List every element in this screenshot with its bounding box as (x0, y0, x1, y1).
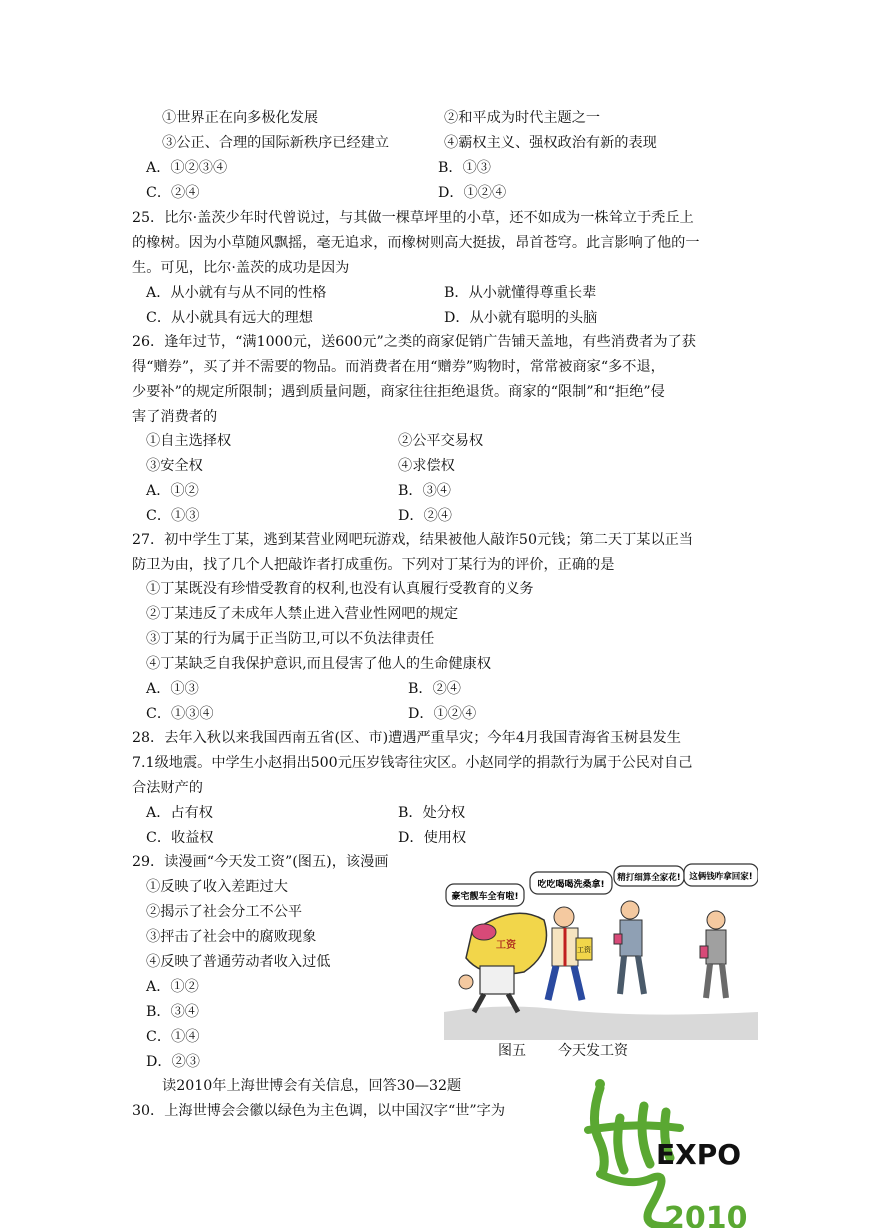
q28-choice-d: D．使用权 (398, 830, 467, 846)
q29-choice-c: C．①④ (146, 1029, 200, 1045)
q24-choice-b: B．①③ (438, 160, 491, 176)
q24-option-4: ④霸权主义、强权政治有新的表现 (444, 135, 657, 151)
bubble-3-text: 精打细算全家花! (617, 873, 681, 883)
q25-choice-a: A．从小就有与从不同的性格 (146, 285, 327, 301)
q26-option-1: ①自主选择权 (146, 433, 232, 449)
q24-choice-d: D．①②④ (438, 185, 507, 201)
q27-choice-b: B．②④ (408, 681, 461, 697)
q29-stem-line-1: 29．读漫画“今天发工资”(图五)，该漫画 (132, 854, 389, 870)
bubble-4-text: 这俩钱咋拿回家! (689, 872, 753, 882)
q26-choice-a: A．①② (146, 483, 199, 499)
q25-stem-line-1: 25．比尔·盖茨少年时代曾说过，与其做一棵草坪里的小草，还不如成为一株耸立于秃丘上 (132, 210, 694, 226)
sack-2-label: 工资 (577, 946, 591, 954)
q26-choice-c: C．①③ (146, 508, 200, 524)
q29-option-3: ③抨击了社会中的腐败现象 (146, 929, 317, 945)
q25-choice-b: B．从小就懂得尊重长辈 (444, 285, 597, 301)
q27-option-3: ③丁某的行为属于正当防卫,可以不负法律责任 (146, 631, 435, 647)
q27-option-2: ②丁某违反了未成年人禁止进入营业性网吧的规定 (146, 606, 459, 622)
bubble-2-text: 吃吃喝喝洗桑拿! (537, 880, 605, 890)
q24-choice-a: A．①②③④ (146, 160, 228, 176)
q26-choice-d: D．②④ (398, 508, 452, 524)
q26-choice-b: B．③④ (398, 483, 451, 499)
q29-option-1: ①反映了收入差距过大 (146, 879, 288, 895)
q28-choice-c: C．收益权 (146, 830, 214, 846)
cartoon-figure-official (548, 907, 592, 1000)
bubble-1-text: 豪宅靓车全有啦! (451, 892, 519, 902)
q26-stem-line-4: 害了消费者的 (132, 409, 218, 425)
q28-stem-line-2: 7.1级地震。中学生小赵捐出500元压岁钱寄往灾区。小赵同学的捐款行为属于公民对自己 (132, 755, 693, 771)
bubble-2 (530, 872, 612, 894)
q25-choice-d: D．从小就有聪明的头脑 (444, 310, 598, 326)
q28-choice-a: A．占有权 (146, 805, 213, 821)
q27-stem-line-2: 防卫为由，找了几个人把敲诈者打成重伤。下列对丁某行为的评价，正确的是 (132, 557, 615, 573)
q26-stem-line-2: 得“赠券”，买了并不需要的物品。而消费者在用“赠券”购物时，常常被商家“多不退， (132, 359, 665, 375)
bubble-3 (614, 866, 684, 886)
figure5-cartoon (444, 862, 758, 1040)
q27-choice-c: C．①③④ (146, 706, 214, 722)
q27-choice-d: D．①②④ (408, 706, 477, 722)
cartoon-ground (444, 1006, 758, 1040)
q27-option-1: ①丁某既没有珍惜受教育的权利,也没有认真履行受教育的义务 (146, 581, 534, 597)
expo-section-intro: 读2010年上海世博会有关信息，回答30—32题 (162, 1078, 462, 1094)
bubble-4 (684, 864, 758, 886)
q28-stem-line-1: 28．去年入秋以来我国西南五省(区、市)遭遇严重旱灾；今年4月我国青海省玉树县发生 (132, 730, 681, 746)
q27-stem-line-1: 27．初中学生丁某，逃到某营业网吧玩游戏，结果被他人敲诈50元钱；第二天丁某以正当 (132, 532, 694, 548)
q24-option-2: ②和平成为时代主题之一 (444, 110, 601, 126)
expo-logo-text: EXPO (656, 1138, 742, 1171)
q24-option-3: ③公正、合理的国际新秩序已经建立 (162, 135, 390, 151)
cartoon-figure-worker (614, 901, 644, 994)
figure5-caption-number: 图五 (498, 1043, 526, 1059)
expo-logo-year: 2010 (664, 1201, 748, 1228)
q29-option-4: ④反映了普通劳动者收入过低 (146, 954, 331, 970)
q24-option-1: ①世界正在向多极化发展 (162, 110, 319, 126)
q29-choice-a: A．①② (146, 979, 199, 995)
q25-choice-c: C．从小就具有远大的理想 (146, 310, 313, 326)
q28-stem-line-3: 合法财产的 (132, 780, 203, 796)
q26-stem-line-3: 少要补”的规定所限制；遇到质量问题，商家往往拒绝退货。商家的“限制”和“拒绝”侵 (132, 384, 665, 400)
q26-stem-line-1: 26．逢年过节，“满1000元，送600元”之类的商家促销广告铺天盖地，有些消费者为了获 (132, 334, 696, 350)
q26-option-4: ④求偿权 (398, 458, 455, 474)
q27-option-4: ④丁某缺乏自我保护意识,而且侵害了他人的生命健康权 (146, 656, 492, 672)
q26-option-3: ③安全权 (146, 458, 203, 474)
expo-2010-logo (580, 1078, 760, 1228)
q29-choice-d: D．②③ (146, 1054, 200, 1070)
q24-choice-c: C．②④ (146, 185, 200, 201)
cartoon-figure-rich (459, 913, 547, 1012)
q27-choice-a: A．①③ (146, 681, 199, 697)
cartoon-figure-laborer (700, 911, 726, 998)
q25-stem-line-3: 生。可见，比尔·盖茨的成功是因为 (132, 260, 350, 276)
q25-stem-line-2: 的橡树。因为小草随风飘摇，毫无追求，而橡树则高大挺拔，昂首苍穹。此言影响了他的一 (132, 235, 700, 251)
sack-1-label: 工资 (496, 940, 516, 951)
figure5-caption-title: 今天发工资 (558, 1043, 628, 1059)
q28-choice-b: B．处分权 (398, 805, 466, 821)
q26-option-2: ②公平交易权 (398, 433, 484, 449)
q30-stem-line-1: 30．上海世博会会徽以绿色为主色调，以中国汉字“世”字为 (132, 1103, 506, 1119)
q29-option-2: ②揭示了社会分工不公平 (146, 904, 303, 920)
bubble-1 (446, 884, 524, 906)
q29-choice-b: B．③④ (146, 1004, 199, 1020)
expo-logo-dot (595, 1079, 605, 1089)
